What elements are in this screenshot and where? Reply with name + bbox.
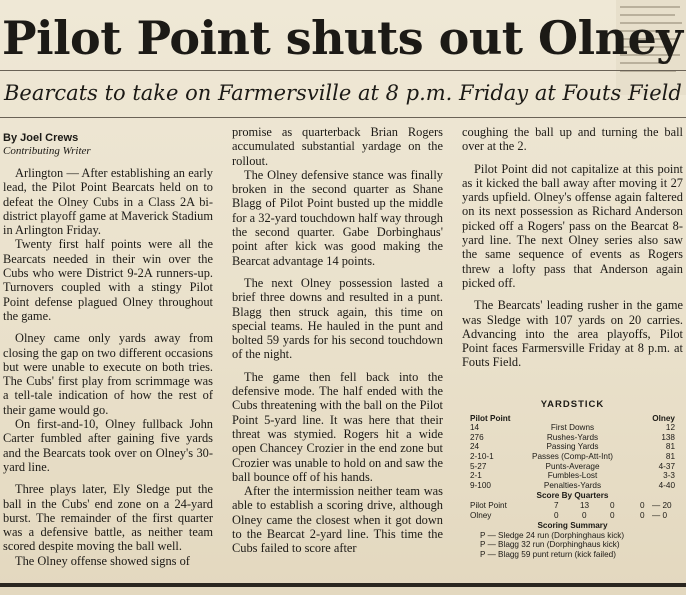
stat-right: 4-37 [658,461,675,471]
paragraph: The game then fell back into the defensive mode. The half ended with the Cubs threatening with the ball on the Pilot Point 5-yard line. It was here that their threat was stymied. Rogers hit a wide open Chancey Crozier in the end zone but Crozier was unable to hold on and saw the ball bounce off of his hands. [232,369,443,484]
stat-label: Passing Yards [546,442,599,452]
summary-line: P — Sledge 24 run (Dorphinghaus kick) [480,530,625,540]
stat-left: 276 [470,432,484,442]
stat-right: 4-40 [658,480,675,490]
stat-right: 81 [665,451,675,461]
paragraph: Three plays later, Ely Sledge put the ball in the Cubs' end zone on a 24-yard burst. The remainder of the first quarter was a defensive battle, as neither team scored despite moving the ball well. [3,482,213,554]
paragraph: The Olney defensive stance was finally broken in the second quarter as Shane Blagg of Pilot Point busted up the middle for a 32-yard touchdown half way through the second quarter. Gabe Dorbinghaus' point after kick was good making the Bearcat advantage 14 points. [232,167,443,268]
paragraph: Olney came only yards away from closing the gap on two different occasions but were unable to execute on both tries. The Cubs' first play from scrimmage was a tell-tale indication of how the rest of their game would go. [3,331,213,417]
paragraph: The Olney offense showed signs of [15,553,190,568]
article-column-1 [3,132,213,568]
stat-label: Passes (Comp-Att-Int) [532,451,613,461]
stat-right: 138 [661,432,675,442]
stat-row [462,481,683,491]
team-header-row [462,414,683,424]
subheadline: Bearcats to take on Farmersville at 8 p.m. Friday at Fouts Field [4,81,682,105]
quarter-row [462,501,683,511]
quarter-score: 13 [580,500,590,510]
team-left: Pilot Point [470,413,511,423]
stat-label: First Downs [550,423,595,433]
stat-label: Punts-Average [545,461,600,471]
quarter-score: 0 [610,510,615,520]
quarter-score: 7 [554,500,559,510]
paragraph: coughing the ball up and turning the ball over at the 2. [462,125,683,154]
headline: Pilot Point shuts out Olney [2,11,683,65]
stat-right: 12 [665,423,675,433]
quarter-team: Pilot Point [470,500,507,510]
summary-title: Scoring Summary [537,521,608,531]
stat-row [462,433,683,443]
stat-row [462,462,683,472]
stat-left: 14 [470,423,480,433]
paragraph: Twenty first half points were all the Bearcats needed in their win over the Cubs who were District 9-2A runners-up. Turnovers coupled with a stingy Pilot Point defense plagued Olney throughout the game. [3,237,213,323]
stat-label: Penalties-Yards [543,480,602,490]
byline: By Joel Crews [3,132,79,144]
quarter-score: 0 [554,510,559,520]
quarter-score: 0 [640,510,645,520]
stat-left: 24 [470,442,480,452]
quarter-total: — 20 [652,500,672,510]
deck-rule [0,117,686,118]
paragraph: The Bearcats' leading rusher in the game was Sledge with 107 yards on 20 carries. Advancing into the area playoffs, Pilot Point faces Farmersville Friday at 8 p.m. at Fouts Field. [462,298,683,370]
paragraph: After the intermission neither team was able to establish a scoring drive, although Olney came the closest when it got down to the Bearcat 2-yard line. This time the Cubs failed to score after [232,484,443,556]
quarter-row [462,511,683,521]
yardstick-title: YARDSTICK [540,399,605,410]
stat-row [462,452,683,462]
stat-left: 2-10-1 [470,451,494,461]
paragraph: On first-and-10, Olney fullback John Carter fumbled after gaining five yards and the Bearcats took over on Olney's 30-yard line. [3,417,213,474]
stat-left: 2-1 [470,471,482,481]
stat-left: 9-100 [470,480,491,490]
headline-rule [0,70,686,71]
bottom-rule [0,583,686,587]
stat-right: 81 [665,442,675,452]
team-right: Olney [652,413,675,423]
summary-line: P — Blagg 32 run (Dorphinghaus kick) [480,540,620,550]
article-column-2 [232,125,443,556]
paragraph: Pilot Point did not capitalize at this point as it kicked the ball away after moving it 27 yards upfield. Olney's offense again faltered on its next possession as Richard Anderson picked off a Rogers' pass on the Bearcat 8-yard line. The next Olney series also saw the same sequence of events as Rogers threw a lofty pass that Anderson again picked off. [462,161,683,290]
stat-label: Fumbles-Lost [547,471,598,481]
paragraph: Arlington — After establishing an early lead, the Pilot Point Bearcats held on to defeat the Olney Cubs in a Class 2A bi-district playoff game at Maverick Stadium in Arlington Friday. [3,166,214,238]
stat-left: 5-27 [470,461,487,471]
yardstick-box [462,400,683,560]
paragraph: The next Olney possession lasted a brief three downs and resulted in a punt. Blagg then struck again, this time on special teams. He hauled in the punt and bolted 59 yards for his second touchdown of the night. [232,275,443,362]
stat-label: Rushes-Yards [546,432,599,442]
quarter-team: Olney [470,510,492,520]
stat-right: 3-3 [663,471,675,481]
stat-row [462,423,683,433]
quarter-score: 0 [640,500,645,510]
quarter-score: 0 [582,510,587,520]
summary-line: P — Blagg 59 punt return (kick failed) [480,549,616,559]
article-column-3 [462,125,683,370]
quarter-score: 0 [610,500,615,510]
quarters-title: Score By Quarters [536,491,609,501]
byline-role: Contributing Writer [3,145,91,157]
paragraph: promise as quarterback Brian Rogers accumulated substantial yardage on the rollout. [232,125,443,168]
stat-row [462,471,683,481]
stat-row [462,442,683,452]
quarter-total: — 0 [652,510,668,520]
